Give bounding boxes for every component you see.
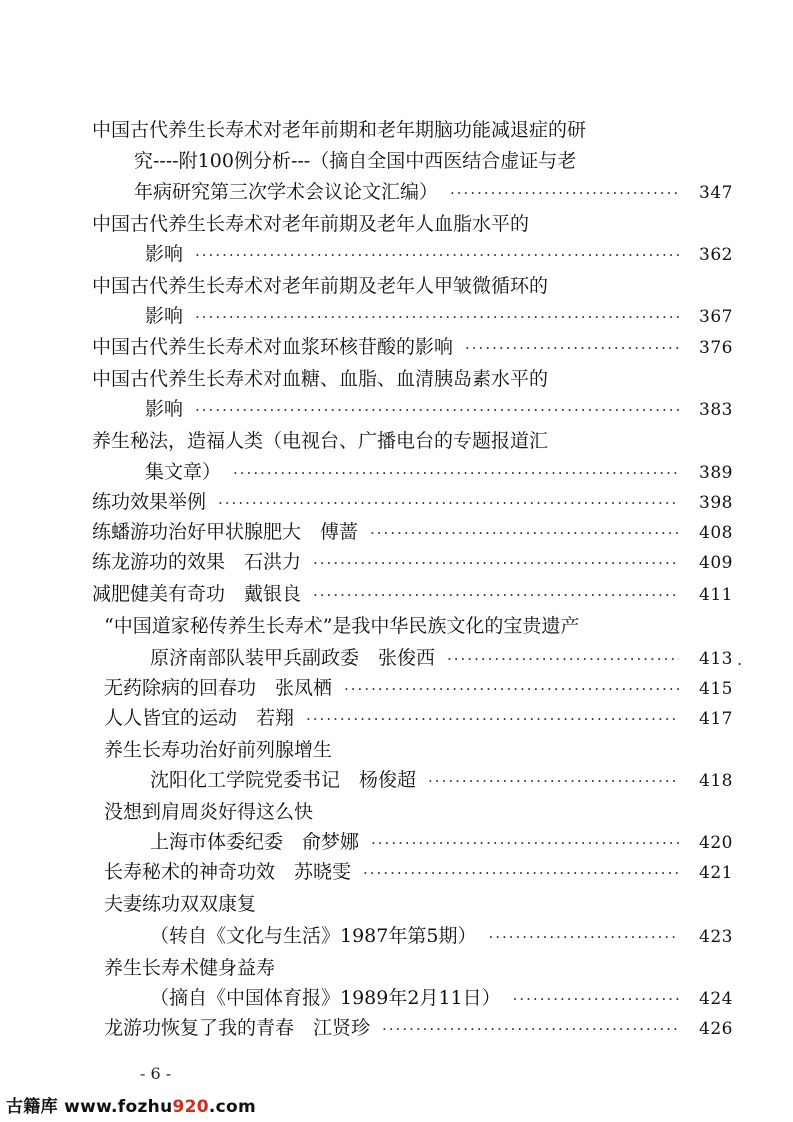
toc-entry-title: 中国古代养生长寿术对血糖、血脂、血清胰岛素水平的 — [92, 368, 549, 390]
toc-entry-title: 影响 — [145, 305, 184, 327]
toc-page-number: 413 — [699, 649, 733, 669]
toc-entry-title: 影响 — [145, 398, 184, 420]
toc-entry-title: 夫妻练功双双康复 — [104, 893, 257, 915]
toc-line — [104, 706, 733, 731]
leader-dots — [450, 181, 679, 205]
toc-line — [150, 768, 733, 793]
toc-entry-title: （摘自《中国体育报》1989年2月11日） — [150, 987, 501, 1009]
toc-entry-title: 中国古代养生长寿术对老年前期及老年人甲皱微循环的 — [92, 275, 549, 297]
leader-dots — [382, 1017, 679, 1041]
leader-dots — [313, 551, 679, 575]
toc-entry-title: “中国道家秘传养生长寿术”是我中华民族文化的宝贵遗产 — [104, 615, 580, 637]
toc-line — [145, 397, 733, 422]
leader-dots — [465, 336, 679, 360]
toc-line — [145, 460, 733, 485]
toc-page-number: 376 — [699, 338, 733, 358]
toc-line — [92, 490, 733, 515]
leader-dots — [218, 491, 679, 515]
toc-page-number: 398 — [699, 493, 733, 513]
toc-entry-title: 无药除病的回春功 张凤栖 — [104, 677, 333, 699]
toc-page-number: 409 — [699, 553, 733, 573]
toc-page-number: 367 — [699, 307, 733, 327]
toc-line — [92, 274, 693, 298]
toc-page-number: 408 — [699, 523, 733, 543]
leader-dots — [313, 583, 679, 607]
watermark-suffix: .com — [208, 1097, 257, 1117]
toc-line — [92, 550, 733, 575]
toc-page-number: 420 — [699, 833, 733, 853]
toc-page-number: 417 — [699, 709, 733, 729]
toc-line — [134, 149, 693, 173]
leader-dots — [447, 647, 679, 671]
toc-line — [104, 860, 733, 885]
toc-entry-title: 练龙游功的效果 石洪力 — [92, 551, 302, 573]
leader-dots — [363, 861, 679, 885]
toc-page-number: 418 — [699, 771, 733, 791]
toc-line — [150, 830, 733, 855]
toc-line — [150, 924, 733, 949]
leader-dots — [195, 398, 679, 422]
toc-line — [92, 582, 733, 607]
leader-dots — [233, 461, 679, 485]
watermark — [6, 1092, 256, 1117]
leader-dots — [513, 987, 679, 1011]
toc-entry-title: 沈阳化工学院党委书记 杨俊超 — [150, 769, 417, 791]
toc-line — [92, 212, 693, 236]
stray-mark: . — [737, 650, 743, 669]
toc-line — [104, 956, 693, 980]
toc-entry-title: 中国古代养生长寿术对老年前期及老年人血脂水平的 — [92, 213, 530, 235]
leader-dots — [344, 677, 679, 701]
toc-entry-title: 养生长寿功治好前列腺增生 — [104, 739, 333, 761]
toc-line — [92, 335, 733, 360]
toc-line — [150, 646, 733, 671]
toc-entry-title: 原济南部队装甲兵副政委 张俊西 — [150, 647, 436, 669]
toc-page-number: 415 — [699, 679, 733, 699]
toc-entry-title: 减肥健美有奇功 戴银良 — [92, 583, 302, 605]
leader-dots — [306, 707, 679, 731]
toc-line — [92, 367, 693, 391]
toc-entry-title: 长寿秘术的神奇功效 苏晓雯 — [104, 861, 352, 883]
toc-entry-title: 中国古代养生长寿术对老年前期和老年期脑功能减退症的研 — [92, 119, 587, 141]
toc-entry-title: 人人皆宜的运动 若翔 — [104, 707, 295, 729]
toc-page-number: 347 — [699, 183, 733, 203]
leader-dots — [370, 521, 679, 545]
toc-page-number: 426 — [699, 1019, 733, 1039]
toc-entry-title: 养生秘法，造福人类（电视台、广播电台的专题报道汇 — [92, 430, 549, 452]
toc-line — [92, 429, 693, 453]
toc-line — [92, 520, 733, 545]
toc-line — [145, 304, 733, 329]
toc-entry-title: 中国古代养生长寿术对血浆环核苷酸的影响 — [92, 336, 454, 358]
toc-page-number: 362 — [699, 245, 733, 265]
toc-page-number: 383 — [699, 400, 733, 420]
toc-entry-title: 练功效果举例 — [92, 491, 207, 513]
toc-entry-title: 练蟠游功治好甲状腺肥大 傅蔷 — [92, 521, 359, 543]
toc-entry-title: 年病研究第三次学术会议论文汇编） — [134, 181, 439, 203]
toc-entry-title: 养生长寿术健身益寿 — [104, 957, 276, 979]
page-number: - 6 - — [140, 1064, 172, 1083]
toc-line — [104, 800, 693, 824]
toc-entry-title: 没想到肩周炎好得这么快 — [104, 801, 314, 823]
toc-line — [134, 180, 733, 205]
toc-line — [92, 118, 693, 142]
leader-dots — [195, 243, 679, 267]
toc-page-number: 423 — [699, 927, 733, 947]
toc-entry-title: 究----附100例分析---（摘自全国中西医结合虚证与老 — [134, 150, 577, 172]
toc-entry-title: 集文章） — [145, 461, 222, 483]
toc-entry-title: 龙游功恢复了我的青春 江贤珍 — [104, 1017, 371, 1039]
leader-dots — [371, 831, 679, 855]
toc-line — [104, 676, 733, 701]
toc-page-number: 421 — [699, 863, 733, 883]
toc-line — [145, 242, 733, 267]
leader-dots — [488, 925, 679, 949]
leader-dots — [195, 305, 679, 329]
toc-entry-title: 上海市体委纪委 俞梦娜 — [150, 831, 360, 853]
toc-entry-title: （转自《文化与生活》1987年第5期） — [150, 925, 477, 947]
toc-line — [104, 892, 693, 916]
leader-dots — [428, 769, 679, 793]
toc-page-number: 389 — [699, 463, 733, 483]
toc-line — [150, 986, 733, 1011]
watermark-prefix: 古籍库 www.fozhu — [6, 1097, 173, 1117]
toc-line — [104, 1016, 733, 1041]
toc-page-number: 411 — [699, 585, 733, 605]
toc-page-number: 424 — [699, 989, 733, 1009]
toc-entry-title: 影响 — [145, 243, 184, 265]
toc-line — [104, 614, 693, 638]
toc-line — [104, 738, 693, 762]
watermark-red-digits: 920 — [172, 1097, 209, 1117]
